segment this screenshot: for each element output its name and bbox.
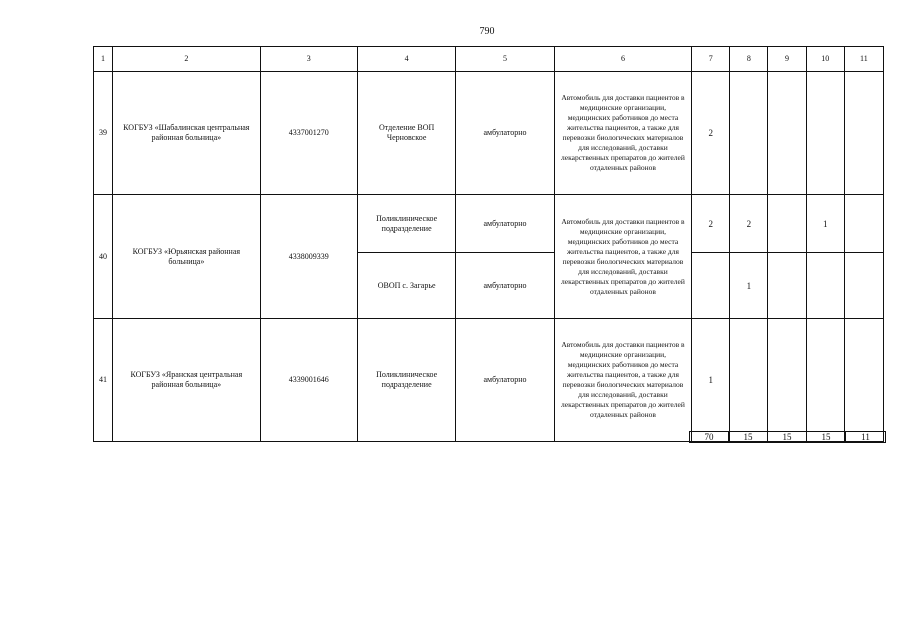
totals-row: [689, 431, 886, 443]
allocation-table: [93, 46, 884, 442]
total-col-9: 15: [768, 432, 807, 443]
qty-col-7: 2: [692, 72, 730, 195]
column-header: 2: [113, 47, 261, 72]
inn-code: 4339001646: [260, 319, 357, 442]
subdivision-name: Отделение ВОП Черновское: [357, 72, 455, 195]
vehicle-purpose: Автомобиль для доставки пациентов в медицинские организации, медицинских работников до места жительства пациентов, а также для перевозки биологических материалов для исследований, доставки лекарственных препаратов до жителей отдаленных районов: [554, 72, 692, 195]
vehicle-purpose: Автомобиль для доставки пациентов в медицинские организации, медицинских работников до места жительства пациентов, а также для перевозки биологических материалов для исследований, доставки лекарственных препаратов до жителей отдаленных районов: [554, 319, 692, 442]
qty-col-11: [844, 195, 883, 253]
table-row: [94, 319, 884, 442]
qty-col-10: [806, 319, 844, 442]
care-mode: амбулаторно: [456, 319, 554, 442]
subdivision-name: Поликлиническое подразделение: [357, 195, 455, 253]
qty-col-8: [730, 319, 768, 442]
qty-col-9: [768, 319, 806, 442]
column-header: 9: [768, 47, 806, 72]
subdivision-name: Поликлиническое подразделение: [357, 319, 455, 442]
care-mode: амбулаторно: [456, 72, 554, 195]
total-col-8: 15: [729, 432, 768, 443]
column-header: 10: [806, 47, 844, 72]
vehicle-purpose: Автомобиль для доставки пациентов в медицинские организации, медицинских работников до места жительства пациентов, а также для перевозки биологических материалов для исследований, доставки лекарственных препаратов до жителей отдаленных районов: [554, 195, 692, 319]
column-header: 4: [357, 47, 455, 72]
qty-col-10: [806, 253, 844, 319]
organization-name: КОГБУЗ «Яранская центральная районная больница»: [113, 319, 261, 442]
page-number: 790: [479, 26, 495, 37]
qty-col-11: [844, 319, 883, 442]
qty-col-9: [768, 253, 806, 319]
inn-code: 4338009339: [260, 195, 357, 319]
total-col-7: 70: [690, 432, 729, 443]
organization-name: КОГБУЗ «Юрьянская районная больница»: [113, 195, 261, 319]
qty-col-7: [692, 253, 730, 319]
qty-col-9: [768, 195, 806, 253]
column-header: 5: [456, 47, 554, 72]
qty-col-10: 1: [806, 195, 844, 253]
care-mode: амбулаторно: [456, 195, 554, 253]
total-col-11: 11: [846, 432, 886, 443]
qty-col-11: [844, 72, 883, 195]
column-header: 3: [260, 47, 357, 72]
qty-col-7: 1: [692, 319, 730, 442]
table-header-row: [94, 47, 884, 72]
column-header: 7: [692, 47, 730, 72]
care-mode: амбулаторно: [456, 253, 554, 319]
column-header: 6: [554, 47, 692, 72]
qty-col-9: [768, 72, 806, 195]
row-number: 40: [94, 195, 113, 319]
organization-name: КОГБУЗ «Шабалинская центральная районная больница»: [113, 72, 261, 195]
qty-col-8: 2: [730, 195, 768, 253]
table-row: [94, 72, 884, 195]
column-header: 1: [94, 47, 113, 72]
column-header: 8: [730, 47, 768, 72]
total-col-10: 15: [807, 432, 846, 443]
qty-col-11: [844, 253, 883, 319]
table-row: [94, 195, 884, 253]
qty-col-7: 2: [692, 195, 730, 253]
column-header: 11: [844, 47, 883, 72]
inn-code: 4337001270: [260, 72, 357, 195]
qty-col-8: [730, 72, 768, 195]
row-number: 41: [94, 319, 113, 442]
qty-col-10: [806, 72, 844, 195]
row-number: 39: [94, 72, 113, 195]
qty-col-8: 1: [730, 253, 768, 319]
subdivision-name: ОВОП с. Загарье: [357, 253, 455, 319]
